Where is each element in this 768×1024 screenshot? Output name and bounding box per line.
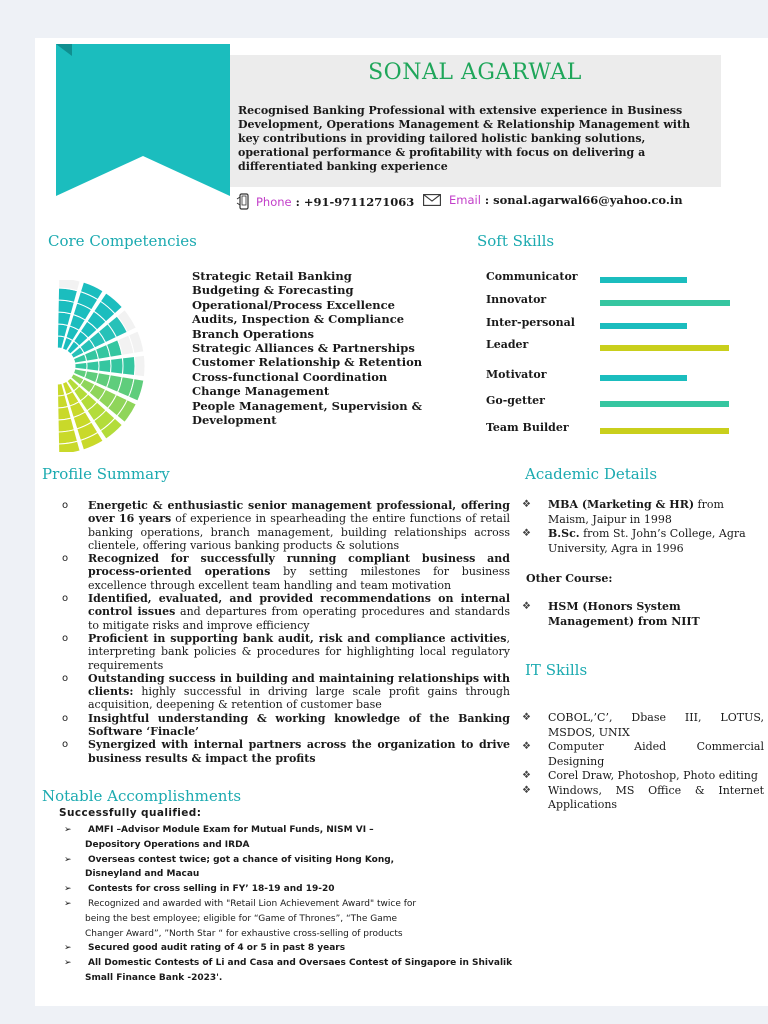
accomplishment-item (62, 853, 512, 883)
ribbon-banner (56, 44, 230, 196)
competency-item: Development (192, 413, 277, 428)
profile-summary-text: highly successful in driving large scale profit gains through acquisition, deepening & retention of customer base (88, 685, 510, 712)
profile-summary-item (62, 672, 510, 712)
envelope-icon (423, 194, 441, 206)
degree-detail: from Maism, Jaipur in 1998 (548, 498, 724, 526)
radial-segment (134, 355, 145, 377)
accomplishments-subtitle: Successfully qualified: (59, 807, 202, 819)
profile-summary-item (62, 552, 510, 592)
radial-segment (58, 407, 71, 420)
competency-item: Budgeting & Forecasting (192, 283, 354, 298)
profile-summary-highlight: Identified, evaluated, and provided recommendations on internal control issues (88, 592, 510, 619)
soft-skill-label: Go-getter (486, 394, 545, 407)
phone-icon (236, 193, 252, 211)
soft-skill-label: Inter-personal (486, 316, 575, 329)
it-skill-item: ❖ Windows, MS Office & Internet Applications (522, 784, 764, 813)
it-skill-item: ❖ COBOL,’C’, Dbase III, LOTUS, MSDOS, UNIX (522, 711, 764, 740)
other-course-name: HSM (Honors System Management) from NIIT (548, 600, 700, 628)
competency-item: Customer Relationship & Retention (192, 355, 423, 370)
profile-summary-text: by setting milestones for business excellence through excellent team handling and team motivation (88, 565, 510, 592)
accomplishments-heading: Notable Accomplishments (42, 787, 242, 805)
accomplishment-line: Overseas contest twice; got a chance of visiting Hong Kong, (88, 854, 395, 865)
profile-summary-highlight: Energetic & enthusiastic senior management professional, offering over 16 years (88, 499, 510, 526)
it-skill-item: ❖ Computer Aided Commercial Designing (522, 740, 764, 769)
radial-segment (99, 359, 111, 372)
soft-skill-bar (600, 428, 729, 434)
accomplishment-item (62, 882, 512, 897)
profile-summary-highlight: Recognized for successfully running compliant business and process-oriented operations (88, 552, 510, 579)
accomplishment-line: All Domestic Contests of Li and Casa and Oversaes Contest of Singapore in Shivalik (88, 958, 513, 969)
soft-skill-label: Leader (486, 338, 529, 351)
email-contact: Email : sonal.agarwal66@yahoo.co.in (423, 193, 683, 207)
profile-summary-text: , interpreting bank policies & procedures for highlighting local regulatory requirements (88, 631, 510, 672)
email-address[interactable]: sonal.agarwal66@yahoo.co.in (493, 193, 683, 207)
accomplishment-item (62, 941, 512, 956)
academic-details-heading: Academic Details (525, 465, 658, 483)
profile-summary-highlight: Proficient in supporting bank audit, risk and compliance activities (88, 631, 507, 645)
soft-skill-label: Communicator (486, 270, 578, 283)
profile-summary-item (62, 632, 510, 672)
phone-label: Phone (256, 195, 292, 209)
soft-skill-bar (600, 375, 687, 381)
competency-item: Change Management (192, 384, 330, 399)
competency-item: Branch Operations (192, 326, 315, 341)
profile-summary-list (62, 499, 510, 765)
competency-radial-graphic (55, 280, 155, 452)
accomplishment-line: being the best employee; eligible for “Game of Thrones”, “The Game (85, 913, 398, 924)
competency-item: People Management, Supervision & (192, 398, 422, 413)
profile-summary-text: and departures from operating procedures and standards to mitigate risks and improve efficiency (88, 605, 510, 632)
accomplishment-item (62, 823, 512, 853)
accomplishment-line: Small Finance Bank -2023'. (85, 972, 223, 983)
soft-skill-label: Innovator (486, 293, 547, 306)
soft-skill-bar (600, 300, 730, 306)
profile-summary-item (62, 712, 510, 739)
profile-summary-highlight: Outstanding success in building and maintaining relationships with clients: (88, 671, 510, 699)
accomplishment-line: Changer Award”, ”North Star “ for exhaustive cross-selling of products (85, 928, 403, 939)
degree-name: B.Sc. (548, 527, 580, 540)
accomplishment-line: Disneyland and Macau (85, 869, 200, 880)
radial-segment (75, 362, 87, 369)
profile-summary-highlight: Insightful understanding & working knowledge of the Banking Software ‘Finacle’ (88, 711, 510, 739)
radial-segment (58, 312, 71, 325)
academic-list (522, 498, 762, 556)
soft-skill-bar (600, 345, 729, 351)
competency-item: Strategic Alliances & Partnerships (192, 341, 415, 356)
accomplishment-line: Contests for cross selling in FY’ 18-19 and 19-20 (88, 884, 335, 895)
other-course-item (522, 600, 762, 629)
phone-number[interactable]: +91-9711271063 (303, 195, 415, 209)
radial-segment (87, 361, 99, 371)
radial-segment (123, 356, 135, 375)
other-course-label: Other Course: (526, 572, 613, 585)
accomplishment-item (62, 956, 512, 986)
profile-summary-heading: Profile Summary (42, 465, 170, 483)
competency-item: Operational/Process Excellence (192, 297, 395, 312)
soft-skill-bar (600, 277, 687, 283)
accomplishment-line: Secured good audit rating of 4 or 5 in past 8 years (88, 943, 346, 954)
candidate-name: SONAL AGARWAL (368, 60, 582, 85)
accomplishment-item (62, 897, 512, 941)
core-competencies-heading: Core Competencies (48, 232, 197, 250)
accomplishments-list (62, 823, 512, 986)
competency-item: Strategic Retail Banking (192, 269, 352, 283)
soft-skills-heading: Soft Skills (477, 232, 555, 250)
it-skills-heading: IT Skills (525, 661, 588, 679)
degree-name: MBA (Marketing & HR) (548, 498, 695, 511)
soft-skill-label: Motivator (486, 368, 547, 381)
accomplishment-line: Recognized and awarded with "Retail Lion Achievement Award" twice for (88, 898, 417, 909)
core-competencies-list (192, 269, 422, 427)
soft-skill-label: Team Builder (486, 421, 569, 434)
phone-contact: Phone : +91-9711271063 (236, 193, 414, 211)
it-skill-item: ❖ Corel Draw, Photoshop, Photo editing (522, 769, 764, 784)
profile-summary-highlight: Synergized with internal partners across the organization to drive business results & impact the profits (88, 738, 510, 765)
other-course-list (522, 600, 762, 629)
competency-item: Audits, Inspection & Compliance (192, 312, 405, 327)
profile-summary-item (62, 738, 510, 765)
competency-item: Cross-functional Coordination (192, 369, 388, 384)
accomplishment-line: AMFI –Advisor Module Exam for Mutual Funds, NISM VI – (88, 825, 374, 835)
it-skills-list (522, 711, 764, 813)
radial-segment (111, 358, 123, 374)
profile-summary-item (62, 592, 510, 632)
profile-summary-text: of experience in spearheading the entire functions of retail banking operations, branch management, building relationships across clientele, offering various banking products & solutions (88, 512, 511, 552)
soft-skill-bar (600, 323, 687, 329)
degree-detail: from St. John’s College, Agra University, Agra in 1996 (548, 527, 746, 555)
academic-item (522, 498, 762, 527)
email-label: Email (449, 193, 481, 207)
header-summary: Recognised Banking Professional with extensive experience in Business Development, Operations Management & Relationship Management with key contributions in providing tailored holistic banking solutions, operational performance & profitability with focus on delivering a differentiated banking experience (238, 104, 691, 173)
soft-skill-bar (600, 401, 729, 407)
accomplishment-line: Depository Operations and IRDA (85, 839, 250, 850)
profile-summary-item (62, 499, 510, 552)
academic-item (522, 527, 762, 556)
